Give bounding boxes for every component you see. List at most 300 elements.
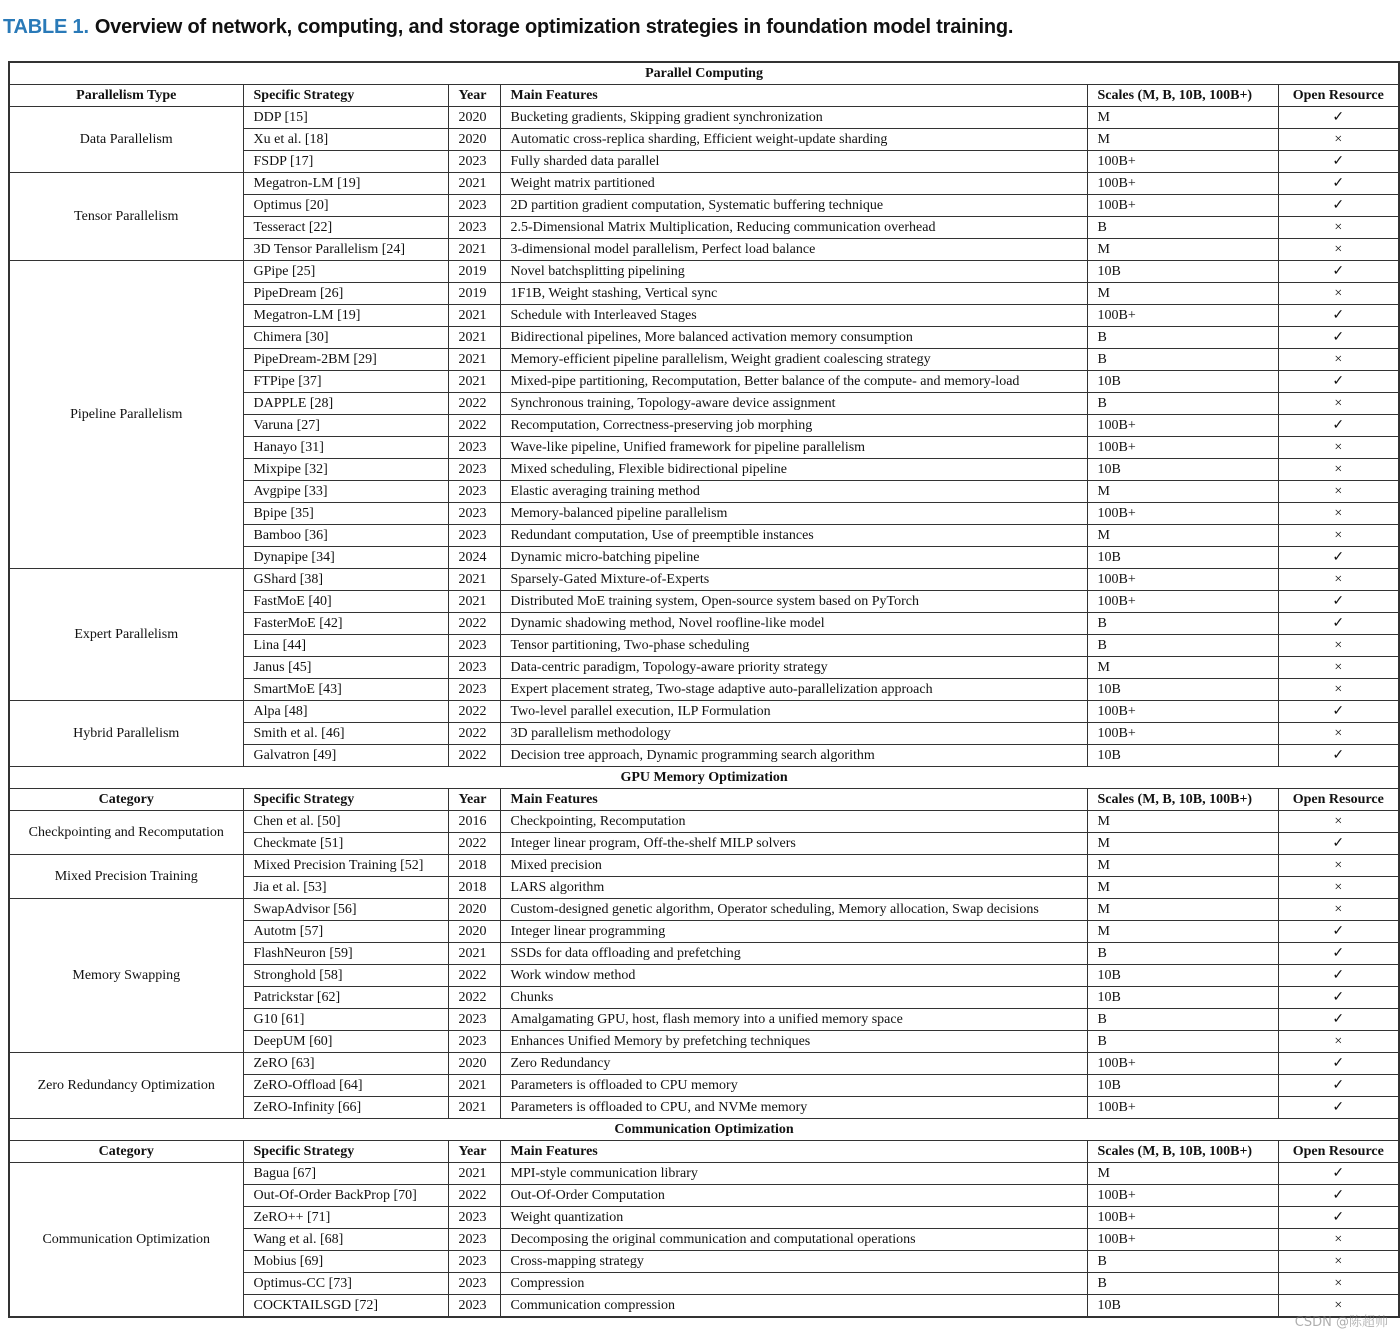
- open-resource-mark: ×: [1278, 283, 1399, 305]
- scale: B: [1087, 327, 1278, 349]
- year: 2022: [448, 613, 500, 635]
- year: 2023: [448, 459, 500, 481]
- year: 2020: [448, 899, 500, 921]
- table-row: [9, 899, 1399, 921]
- year: 2023: [448, 1207, 500, 1229]
- year: 2021: [448, 371, 500, 393]
- year: 2022: [448, 701, 500, 723]
- strategy: Bamboo [36]: [243, 525, 448, 547]
- open-resource-mark: ×: [1278, 239, 1399, 261]
- main-features: Automatic cross-replica sharding, Efficient weight-update sharding: [500, 129, 1087, 151]
- scale: 100B+: [1087, 173, 1278, 195]
- table-row: [9, 855, 1399, 877]
- table-title: Overview of network, computing, and storage optimization strategies in foundation model training.: [94, 16, 1014, 38]
- column-header: Specific Strategy: [243, 789, 448, 811]
- strategy: Optimus-CC [73]: [243, 1273, 448, 1295]
- open-resource-mark: ✓: [1278, 833, 1399, 855]
- year: 2023: [448, 1251, 500, 1273]
- strategy: Avgpipe [33]: [243, 481, 448, 503]
- strategy: ZeRO [63]: [243, 1053, 448, 1075]
- main-features: 2.5-Dimensional Matrix Multiplication, Reducing communication overhead: [500, 217, 1087, 239]
- strategy: G10 [61]: [243, 1009, 448, 1031]
- open-resource-mark: ×: [1278, 349, 1399, 371]
- column-header: Open Resource: [1278, 85, 1399, 107]
- column-header: Category: [9, 789, 243, 811]
- year: 2023: [448, 1273, 500, 1295]
- main-features: 1F1B, Weight stashing, Vertical sync: [500, 283, 1087, 305]
- strategy: Mixed Precision Training [52]: [243, 855, 448, 877]
- open-resource-mark: ×: [1278, 1031, 1399, 1053]
- group-name: Communication Optimization: [9, 1163, 243, 1318]
- scale: M: [1087, 899, 1278, 921]
- column-header: Category: [9, 1141, 243, 1163]
- column-header-row: [9, 85, 1399, 107]
- year: 2020: [448, 1053, 500, 1075]
- main-features: Checkpointing, Recomputation: [500, 811, 1087, 833]
- open-resource-mark: ×: [1278, 437, 1399, 459]
- strategy: 3D Tensor Parallelism [24]: [243, 239, 448, 261]
- open-resource-mark: ✓: [1278, 701, 1399, 723]
- main-features: Decision tree approach, Dynamic programming search algorithm: [500, 745, 1087, 767]
- main-features: Mixed-pipe partitioning, Recomputation, Better balance of the compute- and memory-load: [500, 371, 1087, 393]
- year: 2018: [448, 855, 500, 877]
- main-features: LARS algorithm: [500, 877, 1087, 899]
- year: 2021: [448, 1097, 500, 1119]
- watermark: CSDN @陈超帅: [1294, 1315, 1388, 1330]
- main-features: Cross-mapping strategy: [500, 1251, 1087, 1273]
- section-header-row: [9, 62, 1399, 85]
- year: 2022: [448, 1185, 500, 1207]
- strategy: DDP [15]: [243, 107, 448, 129]
- scale: B: [1087, 943, 1278, 965]
- year: 2023: [448, 1295, 500, 1318]
- strategy: Galvatron [49]: [243, 745, 448, 767]
- table-row: [9, 261, 1399, 283]
- scale: M: [1087, 833, 1278, 855]
- main-features: Weight matrix partitioned: [500, 173, 1087, 195]
- main-features: Dynamic micro-batching pipeline: [500, 547, 1087, 569]
- scale: 100B+: [1087, 591, 1278, 613]
- section-header-row: [9, 767, 1399, 789]
- main-features: Weight quantization: [500, 1207, 1087, 1229]
- section-title: Parallel Computing: [9, 62, 1399, 85]
- scale: 100B+: [1087, 569, 1278, 591]
- strategy: DeepUM [60]: [243, 1031, 448, 1053]
- open-resource-mark: ✓: [1278, 1163, 1399, 1185]
- scale: 10B: [1087, 261, 1278, 283]
- strategy: PipeDream [26]: [243, 283, 448, 305]
- year: 2023: [448, 1009, 500, 1031]
- main-features: Integer linear program, Off-the-shelf MILP solvers: [500, 833, 1087, 855]
- open-resource-mark: ×: [1278, 569, 1399, 591]
- scale: 100B+: [1087, 1185, 1278, 1207]
- open-resource-mark: ×: [1278, 811, 1399, 833]
- open-resource-mark: ×: [1278, 217, 1399, 239]
- group-name: Tensor Parallelism: [9, 173, 243, 261]
- year: 2021: [448, 1075, 500, 1097]
- main-features: Parameters is offloaded to CPU, and NVMe memory: [500, 1097, 1087, 1119]
- strategy: Janus [45]: [243, 657, 448, 679]
- main-features: Data-centric paradigm, Topology-aware priority strategy: [500, 657, 1087, 679]
- strategy: SmartMoE [43]: [243, 679, 448, 701]
- open-resource-mark: ✓: [1278, 943, 1399, 965]
- scale: 10B: [1087, 965, 1278, 987]
- strategy: Checkmate [51]: [243, 833, 448, 855]
- main-features: SSDs for data offloading and prefetching: [500, 943, 1087, 965]
- main-features: Custom-designed genetic algorithm, Operator scheduling, Memory allocation, Swap decisions: [500, 899, 1087, 921]
- main-features: Memory-efficient pipeline parallelism, Weight gradient coalescing strategy: [500, 349, 1087, 371]
- open-resource-mark: ×: [1278, 899, 1399, 921]
- year: 2022: [448, 987, 500, 1009]
- strategy: Out-Of-Order BackProp [70]: [243, 1185, 448, 1207]
- open-resource-mark: ×: [1278, 723, 1399, 745]
- main-features: Bidirectional pipelines, More balanced activation memory consumption: [500, 327, 1087, 349]
- year: 2023: [448, 151, 500, 173]
- open-resource-mark: ✓: [1278, 371, 1399, 393]
- main-features: Chunks: [500, 987, 1087, 1009]
- scale: M: [1087, 107, 1278, 129]
- column-header: Open Resource: [1278, 1141, 1399, 1163]
- scale: 100B+: [1087, 195, 1278, 217]
- open-resource-mark: ✓: [1278, 987, 1399, 1009]
- main-features: Novel batchsplitting pipelining: [500, 261, 1087, 283]
- year: 2023: [448, 195, 500, 217]
- main-features: Enhances Unified Memory by prefetching techniques: [500, 1031, 1087, 1053]
- strategy: FSDP [17]: [243, 151, 448, 173]
- table-row: [9, 1053, 1399, 1075]
- year: 2024: [448, 547, 500, 569]
- group-name: Expert Parallelism: [9, 569, 243, 701]
- main-features: Distributed MoE training system, Open-source system based on PyTorch: [500, 591, 1087, 613]
- year: 2022: [448, 745, 500, 767]
- main-features: MPI-style communication library: [500, 1163, 1087, 1185]
- column-header-row: [9, 1141, 1399, 1163]
- open-resource-mark: ✓: [1278, 613, 1399, 635]
- scale: 10B: [1087, 371, 1278, 393]
- column-header: Scales (M, B, 10B, 100B+): [1087, 789, 1278, 811]
- scale: 100B+: [1087, 1207, 1278, 1229]
- open-resource-mark: ×: [1278, 679, 1399, 701]
- column-header: Main Features: [500, 1141, 1087, 1163]
- strategy: ZeRO++ [71]: [243, 1207, 448, 1229]
- main-features: Schedule with Interleaved Stages: [500, 305, 1087, 327]
- table-row: [9, 107, 1399, 129]
- open-resource-mark: ✓: [1278, 591, 1399, 613]
- strategy: Alpa [48]: [243, 701, 448, 723]
- table-row: [9, 1163, 1399, 1185]
- column-header: Year: [448, 1141, 500, 1163]
- year: 2018: [448, 877, 500, 899]
- year: 2022: [448, 415, 500, 437]
- year: 2020: [448, 129, 500, 151]
- year: 2022: [448, 833, 500, 855]
- scale: B: [1087, 1251, 1278, 1273]
- column-header: Scales (M, B, 10B, 100B+): [1087, 85, 1278, 107]
- strategy: Wang et al. [68]: [243, 1229, 448, 1251]
- open-resource-mark: ✓: [1278, 173, 1399, 195]
- open-resource-mark: ×: [1278, 1295, 1399, 1318]
- year: 2020: [448, 921, 500, 943]
- open-resource-mark: ✓: [1278, 1009, 1399, 1031]
- strategy: Varuna [27]: [243, 415, 448, 437]
- strategy: Autotm [57]: [243, 921, 448, 943]
- strategy: Chimera [30]: [243, 327, 448, 349]
- main-features: Redundant computation, Use of preemptible instances: [500, 525, 1087, 547]
- strategy: DAPPLE [28]: [243, 393, 448, 415]
- year: 2021: [448, 305, 500, 327]
- column-header: Main Features: [500, 789, 1087, 811]
- table-row: [9, 701, 1399, 723]
- open-resource-mark: ×: [1278, 657, 1399, 679]
- year: 2023: [448, 635, 500, 657]
- column-header: Open Resource: [1278, 789, 1399, 811]
- main-features: Wave-like pipeline, Unified framework for pipeline parallelism: [500, 437, 1087, 459]
- main-features: 3-dimensional model parallelism, Perfect load balance: [500, 239, 1087, 261]
- main-features: Decomposing the original communication and computational operations: [500, 1229, 1087, 1251]
- year: 2023: [448, 657, 500, 679]
- group-name: Checkpointing and Recomputation: [9, 811, 243, 855]
- main-features: Fully sharded data parallel: [500, 151, 1087, 173]
- strategy: FTPipe [37]: [243, 371, 448, 393]
- scale: M: [1087, 877, 1278, 899]
- strategy: Mobius [69]: [243, 1251, 448, 1273]
- strategy: GPipe [25]: [243, 261, 448, 283]
- main-features: 2D partition gradient computation, Systematic buffering technique: [500, 195, 1087, 217]
- column-header-row: [9, 789, 1399, 811]
- main-features: Sparsely-Gated Mixture-of-Experts: [500, 569, 1087, 591]
- strategy: Stronghold [58]: [243, 965, 448, 987]
- scale: M: [1087, 525, 1278, 547]
- main-features: Mixed scheduling, Flexible bidirectional pipeline: [500, 459, 1087, 481]
- open-resource-mark: ✓: [1278, 745, 1399, 767]
- open-resource-mark: ✓: [1278, 1097, 1399, 1119]
- open-resource-mark: ×: [1278, 1229, 1399, 1251]
- strategy: Megatron-LM [19]: [243, 305, 448, 327]
- scale: B: [1087, 1031, 1278, 1053]
- scale: B: [1087, 613, 1278, 635]
- scale: B: [1087, 349, 1278, 371]
- column-header: Scales (M, B, 10B, 100B+): [1087, 1141, 1278, 1163]
- year: 2021: [448, 239, 500, 261]
- scale: M: [1087, 129, 1278, 151]
- main-features: Dynamic shadowing method, Novel roofline-like model: [500, 613, 1087, 635]
- year: 2021: [448, 943, 500, 965]
- open-resource-mark: ×: [1278, 877, 1399, 899]
- main-features: Memory-balanced pipeline parallelism: [500, 503, 1087, 525]
- strategy: GShard [38]: [243, 569, 448, 591]
- main-features: 3D parallelism methodology: [500, 723, 1087, 745]
- section-title: GPU Memory Optimization: [9, 767, 1399, 789]
- main-features: Mixed precision: [500, 855, 1087, 877]
- scale: M: [1087, 481, 1278, 503]
- open-resource-mark: ×: [1278, 393, 1399, 415]
- strategy: Bagua [67]: [243, 1163, 448, 1185]
- scale: 10B: [1087, 679, 1278, 701]
- scale: 10B: [1087, 547, 1278, 569]
- scale: 100B+: [1087, 701, 1278, 723]
- strategy: Optimus [20]: [243, 195, 448, 217]
- main-features: Tensor partitioning, Two-phase scheduling: [500, 635, 1087, 657]
- year: 2019: [448, 283, 500, 305]
- year: 2021: [448, 569, 500, 591]
- scale: 10B: [1087, 745, 1278, 767]
- year: 2023: [448, 679, 500, 701]
- main-features: Synchronous training, Topology-aware device assignment: [500, 393, 1087, 415]
- open-resource-mark: ×: [1278, 129, 1399, 151]
- strategy: Jia et al. [53]: [243, 877, 448, 899]
- open-resource-mark: ✓: [1278, 107, 1399, 129]
- strategy: FlashNeuron [59]: [243, 943, 448, 965]
- group-name: Hybrid Parallelism: [9, 701, 243, 767]
- main-features: Two-level parallel execution, ILP Formulation: [500, 701, 1087, 723]
- scale: 100B+: [1087, 1053, 1278, 1075]
- year: 2023: [448, 1031, 500, 1053]
- strategy: Lina [44]: [243, 635, 448, 657]
- main-features: Work window method: [500, 965, 1087, 987]
- open-resource-mark: ✓: [1278, 965, 1399, 987]
- open-resource-mark: ×: [1278, 855, 1399, 877]
- year: 2016: [448, 811, 500, 833]
- group-name: Zero Redundancy Optimization: [9, 1053, 243, 1119]
- strategies-table: [8, 61, 1400, 1318]
- year: 2021: [448, 173, 500, 195]
- year: 2021: [448, 591, 500, 613]
- scale: 100B+: [1087, 1097, 1278, 1119]
- column-header: Parallelism Type: [9, 85, 243, 107]
- year: 2021: [448, 327, 500, 349]
- section-header-row: [9, 1119, 1399, 1141]
- open-resource-mark: ×: [1278, 1251, 1399, 1273]
- scale: 100B+: [1087, 151, 1278, 173]
- strategy: Tesseract [22]: [243, 217, 448, 239]
- scale: 100B+: [1087, 305, 1278, 327]
- year: 2023: [448, 525, 500, 547]
- scale: 100B+: [1087, 723, 1278, 745]
- group-name: Pipeline Parallelism: [9, 261, 243, 569]
- open-resource-mark: ✓: [1278, 921, 1399, 943]
- open-resource-mark: ×: [1278, 635, 1399, 657]
- scale: B: [1087, 217, 1278, 239]
- scale: B: [1087, 1009, 1278, 1031]
- open-resource-mark: ✓: [1278, 547, 1399, 569]
- column-header: Specific Strategy: [243, 85, 448, 107]
- strategy: Mixpipe [32]: [243, 459, 448, 481]
- scale: M: [1087, 657, 1278, 679]
- open-resource-mark: ✓: [1278, 1053, 1399, 1075]
- open-resource-mark: ✓: [1278, 1185, 1399, 1207]
- open-resource-mark: ×: [1278, 481, 1399, 503]
- year: 2022: [448, 393, 500, 415]
- open-resource-mark: ✓: [1278, 1075, 1399, 1097]
- scale: 10B: [1087, 987, 1278, 1009]
- table-caption: [3, 16, 1013, 39]
- scale: M: [1087, 283, 1278, 305]
- open-resource-mark: ×: [1278, 503, 1399, 525]
- strategy: Megatron-LM [19]: [243, 173, 448, 195]
- scale: M: [1087, 811, 1278, 833]
- column-header: Main Features: [500, 85, 1087, 107]
- year: 2023: [448, 217, 500, 239]
- open-resource-mark: ✓: [1278, 195, 1399, 217]
- main-features: Out-Of-Order Computation: [500, 1185, 1087, 1207]
- main-features: Expert placement strateg, Two-stage adaptive auto-parallelization approach: [500, 679, 1087, 701]
- strategy: SwapAdvisor [56]: [243, 899, 448, 921]
- scale: 10B: [1087, 1295, 1278, 1318]
- scale: 100B+: [1087, 503, 1278, 525]
- strategy: Chen et al. [50]: [243, 811, 448, 833]
- group-name: Mixed Precision Training: [9, 855, 243, 899]
- main-features: Recomputation, Correctness-preserving job morphing: [500, 415, 1087, 437]
- scale: 100B+: [1087, 1229, 1278, 1251]
- strategy: Patrickstar [62]: [243, 987, 448, 1009]
- open-resource-mark: ✓: [1278, 415, 1399, 437]
- strategy: Smith et al. [46]: [243, 723, 448, 745]
- strategy: Hanayo [31]: [243, 437, 448, 459]
- scale: M: [1087, 239, 1278, 261]
- year: 2022: [448, 723, 500, 745]
- main-features: Communication compression: [500, 1295, 1087, 1318]
- main-features: Bucketing gradients, Skipping gradient synchronization: [500, 107, 1087, 129]
- year: 2023: [448, 481, 500, 503]
- year: 2019: [448, 261, 500, 283]
- scale: 100B+: [1087, 437, 1278, 459]
- scale: M: [1087, 855, 1278, 877]
- year: 2023: [448, 1229, 500, 1251]
- scale: 10B: [1087, 1075, 1278, 1097]
- strategy: ZeRO-Offload [64]: [243, 1075, 448, 1097]
- main-features: Parameters is offloaded to CPU memory: [500, 1075, 1087, 1097]
- main-features: Integer linear programming: [500, 921, 1087, 943]
- scale: M: [1087, 1163, 1278, 1185]
- open-resource-mark: ✓: [1278, 327, 1399, 349]
- table-row: [9, 173, 1399, 195]
- scale: B: [1087, 635, 1278, 657]
- column-header: Year: [448, 85, 500, 107]
- year: 2021: [448, 1163, 500, 1185]
- year: 2021: [448, 349, 500, 371]
- scale: B: [1087, 393, 1278, 415]
- strategy: FastMoE [40]: [243, 591, 448, 613]
- open-resource-mark: ✓: [1278, 261, 1399, 283]
- column-header: Year: [448, 789, 500, 811]
- strategy: COCKTAILSGD [72]: [243, 1295, 448, 1318]
- table-row: [9, 569, 1399, 591]
- open-resource-mark: ×: [1278, 459, 1399, 481]
- open-resource-mark: ✓: [1278, 1207, 1399, 1229]
- strategy: FasterMoE [42]: [243, 613, 448, 635]
- strategy: ZeRO-Infinity [66]: [243, 1097, 448, 1119]
- open-resource-mark: ✓: [1278, 151, 1399, 173]
- strategy: Xu et al. [18]: [243, 129, 448, 151]
- scale: B: [1087, 1273, 1278, 1295]
- open-resource-mark: ✓: [1278, 305, 1399, 327]
- table-row: [9, 811, 1399, 833]
- group-name: Data Parallelism: [9, 107, 243, 173]
- scale: 100B+: [1087, 415, 1278, 437]
- table-label: TABLE 1.: [3, 16, 89, 38]
- main-features: Elastic averaging training method: [500, 481, 1087, 503]
- open-resource-mark: ×: [1278, 1273, 1399, 1295]
- strategy: PipeDream-2BM [29]: [243, 349, 448, 371]
- open-resource-mark: ×: [1278, 525, 1399, 547]
- year: 2022: [448, 965, 500, 987]
- scale: 10B: [1087, 459, 1278, 481]
- main-features: Compression: [500, 1273, 1087, 1295]
- strategy: Dynapipe [34]: [243, 547, 448, 569]
- scale: M: [1087, 921, 1278, 943]
- group-name: Memory Swapping: [9, 899, 243, 1053]
- year: 2020: [448, 107, 500, 129]
